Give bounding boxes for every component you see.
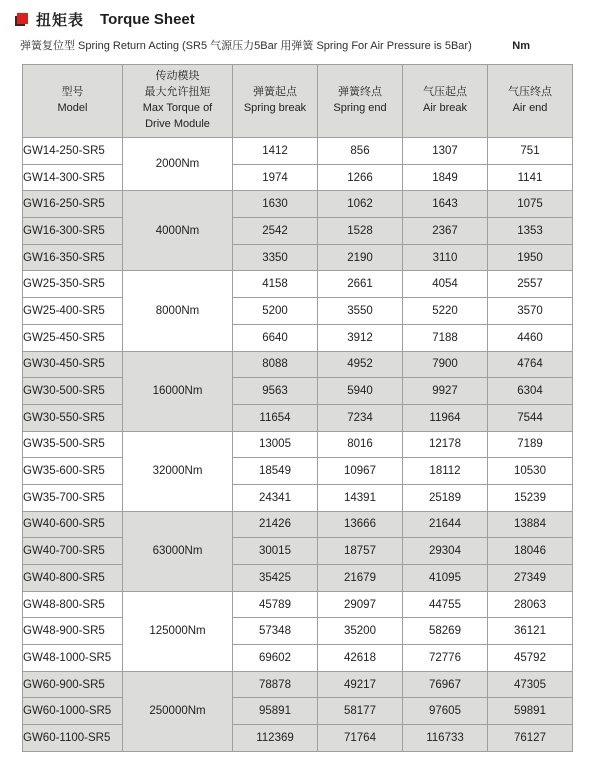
max-torque-cell: 16000Nm xyxy=(123,351,233,431)
spring-end-cell: 1528 xyxy=(318,218,403,245)
table-row xyxy=(23,218,573,245)
spring-break-cell: 5200 xyxy=(233,298,318,325)
model-cell: GW25-450-SR5 xyxy=(23,324,123,351)
model-cell: GW16-300-SR5 xyxy=(23,218,123,245)
column-header-line: 弹簧起点 xyxy=(253,86,297,99)
spring-break-cell: 1974 xyxy=(233,164,318,191)
air-end-cell: 18046 xyxy=(488,538,573,565)
column-header-line: 气压起点 xyxy=(423,86,467,99)
spring-end-cell: 4952 xyxy=(318,351,403,378)
air-end-cell: 7544 xyxy=(488,404,573,431)
spring-break-cell: 1630 xyxy=(233,191,318,218)
air-end-cell: 1950 xyxy=(488,244,573,271)
model-cell: GW30-500-SR5 xyxy=(23,378,123,405)
table-row xyxy=(23,164,573,191)
column-header-line: Air end xyxy=(512,102,548,114)
air-break-cell: 72776 xyxy=(403,645,488,672)
air-end-cell: 59891 xyxy=(488,698,573,725)
spring-end-cell: 58177 xyxy=(318,698,403,725)
air-end-cell: 28063 xyxy=(488,591,573,618)
model-cell: GW60-1100-SR5 xyxy=(23,725,123,752)
table-row xyxy=(23,618,573,645)
subtitle: 弹簧复位型 Spring Return Acting (SR5 气源压力5Bar 用弹簧 Spring For Air Pressure is 5Bar) xyxy=(20,40,472,52)
air-break-cell: 9927 xyxy=(403,378,488,405)
table-row xyxy=(23,298,573,325)
spring-break-cell: 9563 xyxy=(233,378,318,405)
column-header-spring-end xyxy=(318,65,403,138)
model-cell: GW35-500-SR5 xyxy=(23,431,123,458)
air-break-cell: 1849 xyxy=(403,164,488,191)
air-break-cell: 1643 xyxy=(403,191,488,218)
page-title xyxy=(15,9,600,30)
subtitle-row xyxy=(20,37,530,53)
spring-end-cell: 18757 xyxy=(318,538,403,565)
column-header-line: 型号 xyxy=(61,86,84,99)
table-row xyxy=(23,591,573,618)
model-cell: GW35-700-SR5 xyxy=(23,484,123,511)
table-row xyxy=(23,404,573,431)
column-header-line: 气压终点 xyxy=(508,86,552,99)
table-row xyxy=(23,138,573,165)
spring-break-cell: 35425 xyxy=(233,565,318,592)
spring-end-cell: 1062 xyxy=(318,191,403,218)
air-end-cell: 7189 xyxy=(488,431,573,458)
air-end-cell: 45792 xyxy=(488,645,573,672)
spring-break-cell: 18549 xyxy=(233,458,318,485)
air-break-cell: 4054 xyxy=(403,271,488,298)
spring-break-cell: 1412 xyxy=(233,138,318,165)
table-row xyxy=(23,271,573,298)
spring-end-cell: 2190 xyxy=(318,244,403,271)
table-row xyxy=(23,671,573,698)
table-row xyxy=(23,351,573,378)
spring-end-cell: 3550 xyxy=(318,298,403,325)
spring-break-cell: 2542 xyxy=(233,218,318,245)
air-break-cell: 1307 xyxy=(403,138,488,165)
model-cell: GW14-300-SR5 xyxy=(23,164,123,191)
air-break-cell: 41095 xyxy=(403,565,488,592)
table-header xyxy=(23,65,573,138)
spring-end-cell: 8016 xyxy=(318,431,403,458)
spring-break-cell: 24341 xyxy=(233,484,318,511)
model-cell: GW14-250-SR5 xyxy=(23,138,123,165)
model-cell: GW16-250-SR5 xyxy=(23,191,123,218)
air-end-cell: 1353 xyxy=(488,218,573,245)
air-break-cell: 97605 xyxy=(403,698,488,725)
spring-end-cell: 13666 xyxy=(318,511,403,538)
table-row xyxy=(23,725,573,752)
air-break-cell: 12178 xyxy=(403,431,488,458)
air-break-cell: 21644 xyxy=(403,511,488,538)
column-header-line: 传动模块 xyxy=(155,70,200,83)
model-cell: GW16-350-SR5 xyxy=(23,244,123,271)
spring-break-cell: 8088 xyxy=(233,351,318,378)
spring-break-cell: 3350 xyxy=(233,244,318,271)
spring-end-cell: 7234 xyxy=(318,404,403,431)
spring-end-cell: 71764 xyxy=(318,725,403,752)
model-cell: GW40-600-SR5 xyxy=(23,511,123,538)
spring-break-cell: 57348 xyxy=(233,618,318,645)
table-body xyxy=(23,138,573,752)
air-break-cell: 25189 xyxy=(403,484,488,511)
model-cell: GW48-800-SR5 xyxy=(23,591,123,618)
spring-end-cell: 1266 xyxy=(318,164,403,191)
model-cell: GW48-900-SR5 xyxy=(23,618,123,645)
column-header-model xyxy=(23,65,123,138)
air-end-cell: 36121 xyxy=(488,618,573,645)
air-break-cell: 3110 xyxy=(403,244,488,271)
table-row xyxy=(23,458,573,485)
spring-break-cell: 69602 xyxy=(233,645,318,672)
max-torque-cell: 250000Nm xyxy=(123,671,233,751)
air-end-cell: 1141 xyxy=(488,164,573,191)
red-square-bullet-icon xyxy=(15,13,28,26)
spring-break-cell: 78878 xyxy=(233,671,318,698)
spring-end-cell: 5940 xyxy=(318,378,403,405)
spring-break-cell: 112369 xyxy=(233,725,318,752)
model-cell: GW35-600-SR5 xyxy=(23,458,123,485)
header-row xyxy=(23,65,573,138)
column-header-line: Air break xyxy=(422,102,468,114)
column-header-spring-break xyxy=(233,65,318,138)
air-end-cell: 13884 xyxy=(488,511,573,538)
spring-break-cell: 30015 xyxy=(233,538,318,565)
max-torque-cell: 63000Nm xyxy=(123,511,233,591)
model-cell: GW25-400-SR5 xyxy=(23,298,123,325)
air-break-cell: 7900 xyxy=(403,351,488,378)
spring-end-cell: 35200 xyxy=(318,618,403,645)
air-break-cell: 76967 xyxy=(403,671,488,698)
table-row xyxy=(23,538,573,565)
column-header-line: 最大允许扭矩 xyxy=(144,86,211,99)
model-cell: GW60-900-SR5 xyxy=(23,671,123,698)
air-end-cell: 751 xyxy=(488,138,573,165)
air-end-cell: 4764 xyxy=(488,351,573,378)
air-end-cell: 2557 xyxy=(488,271,573,298)
air-break-cell: 7188 xyxy=(403,324,488,351)
air-end-cell: 10530 xyxy=(488,458,573,485)
air-end-cell: 6304 xyxy=(488,378,573,405)
max-torque-cell: 125000Nm xyxy=(123,591,233,671)
spring-end-cell: 2661 xyxy=(318,271,403,298)
table-row xyxy=(23,565,573,592)
model-cell: GW40-800-SR5 xyxy=(23,565,123,592)
air-end-cell: 76127 xyxy=(488,725,573,752)
max-torque-cell: 8000Nm xyxy=(123,271,233,351)
max-torque-cell: 4000Nm xyxy=(123,191,233,271)
air-break-cell: 5220 xyxy=(403,298,488,325)
spring-end-cell: 856 xyxy=(318,138,403,165)
table-row xyxy=(23,431,573,458)
spring-end-cell: 10967 xyxy=(318,458,403,485)
spring-end-cell: 14391 xyxy=(318,484,403,511)
model-cell: GW30-550-SR5 xyxy=(23,404,123,431)
spring-end-cell: 29097 xyxy=(318,591,403,618)
torque-table xyxy=(22,64,573,752)
air-break-cell: 11964 xyxy=(403,404,488,431)
air-break-cell: 18112 xyxy=(403,458,488,485)
air-end-cell: 15239 xyxy=(488,484,573,511)
max-torque-cell: 32000Nm xyxy=(123,431,233,511)
air-end-cell: 1075 xyxy=(488,191,573,218)
spring-end-cell: 21679 xyxy=(318,565,403,592)
table-row xyxy=(23,191,573,218)
spring-break-cell: 13005 xyxy=(233,431,318,458)
spring-break-cell: 6640 xyxy=(233,324,318,351)
max-torque-cell: 2000Nm xyxy=(123,138,233,191)
unit-label: Nm xyxy=(512,40,530,52)
model-cell: GW30-450-SR5 xyxy=(23,351,123,378)
spring-break-cell: 21426 xyxy=(233,511,318,538)
spring-end-cell: 49217 xyxy=(318,671,403,698)
column-header-air-end xyxy=(488,65,573,138)
column-header-line: 弹簧终点 xyxy=(338,86,382,99)
air-break-cell: 116733 xyxy=(403,725,488,752)
model-cell: GW48-1000-SR5 xyxy=(23,645,123,672)
spring-break-cell: 95891 xyxy=(233,698,318,725)
column-header-max-torque xyxy=(123,65,233,138)
column-header-line: Spring end xyxy=(333,102,387,114)
air-break-cell: 29304 xyxy=(403,538,488,565)
table-row xyxy=(23,324,573,351)
spring-end-cell: 42618 xyxy=(318,645,403,672)
air-break-cell: 58269 xyxy=(403,618,488,645)
column-header-line: Max Torque of xyxy=(142,102,213,114)
table-row xyxy=(23,378,573,405)
model-cell: GW60-1000-SR5 xyxy=(23,698,123,725)
title-zh: 扭矩表 xyxy=(36,12,85,29)
air-end-cell: 3570 xyxy=(488,298,573,325)
model-cell: GW25-350-SR5 xyxy=(23,271,123,298)
spring-break-cell: 45789 xyxy=(233,591,318,618)
spring-break-cell: 11654 xyxy=(233,404,318,431)
air-end-cell: 4460 xyxy=(488,324,573,351)
table-row xyxy=(23,484,573,511)
column-header-line: Model xyxy=(57,102,88,114)
column-header-line: Drive Module xyxy=(145,117,210,130)
model-cell: GW40-700-SR5 xyxy=(23,538,123,565)
table-row xyxy=(23,511,573,538)
air-break-cell: 44755 xyxy=(403,591,488,618)
column-header-air-break xyxy=(403,65,488,138)
spring-break-cell: 4158 xyxy=(233,271,318,298)
air-end-cell: 27349 xyxy=(488,565,573,592)
column-header-line: Spring break xyxy=(243,102,307,114)
air-break-cell: 2367 xyxy=(403,218,488,245)
spring-end-cell: 3912 xyxy=(318,324,403,351)
table-row xyxy=(23,244,573,271)
table-row xyxy=(23,645,573,672)
air-end-cell: 47305 xyxy=(488,671,573,698)
table-row xyxy=(23,698,573,725)
title-en: Torque Sheet xyxy=(100,11,195,28)
